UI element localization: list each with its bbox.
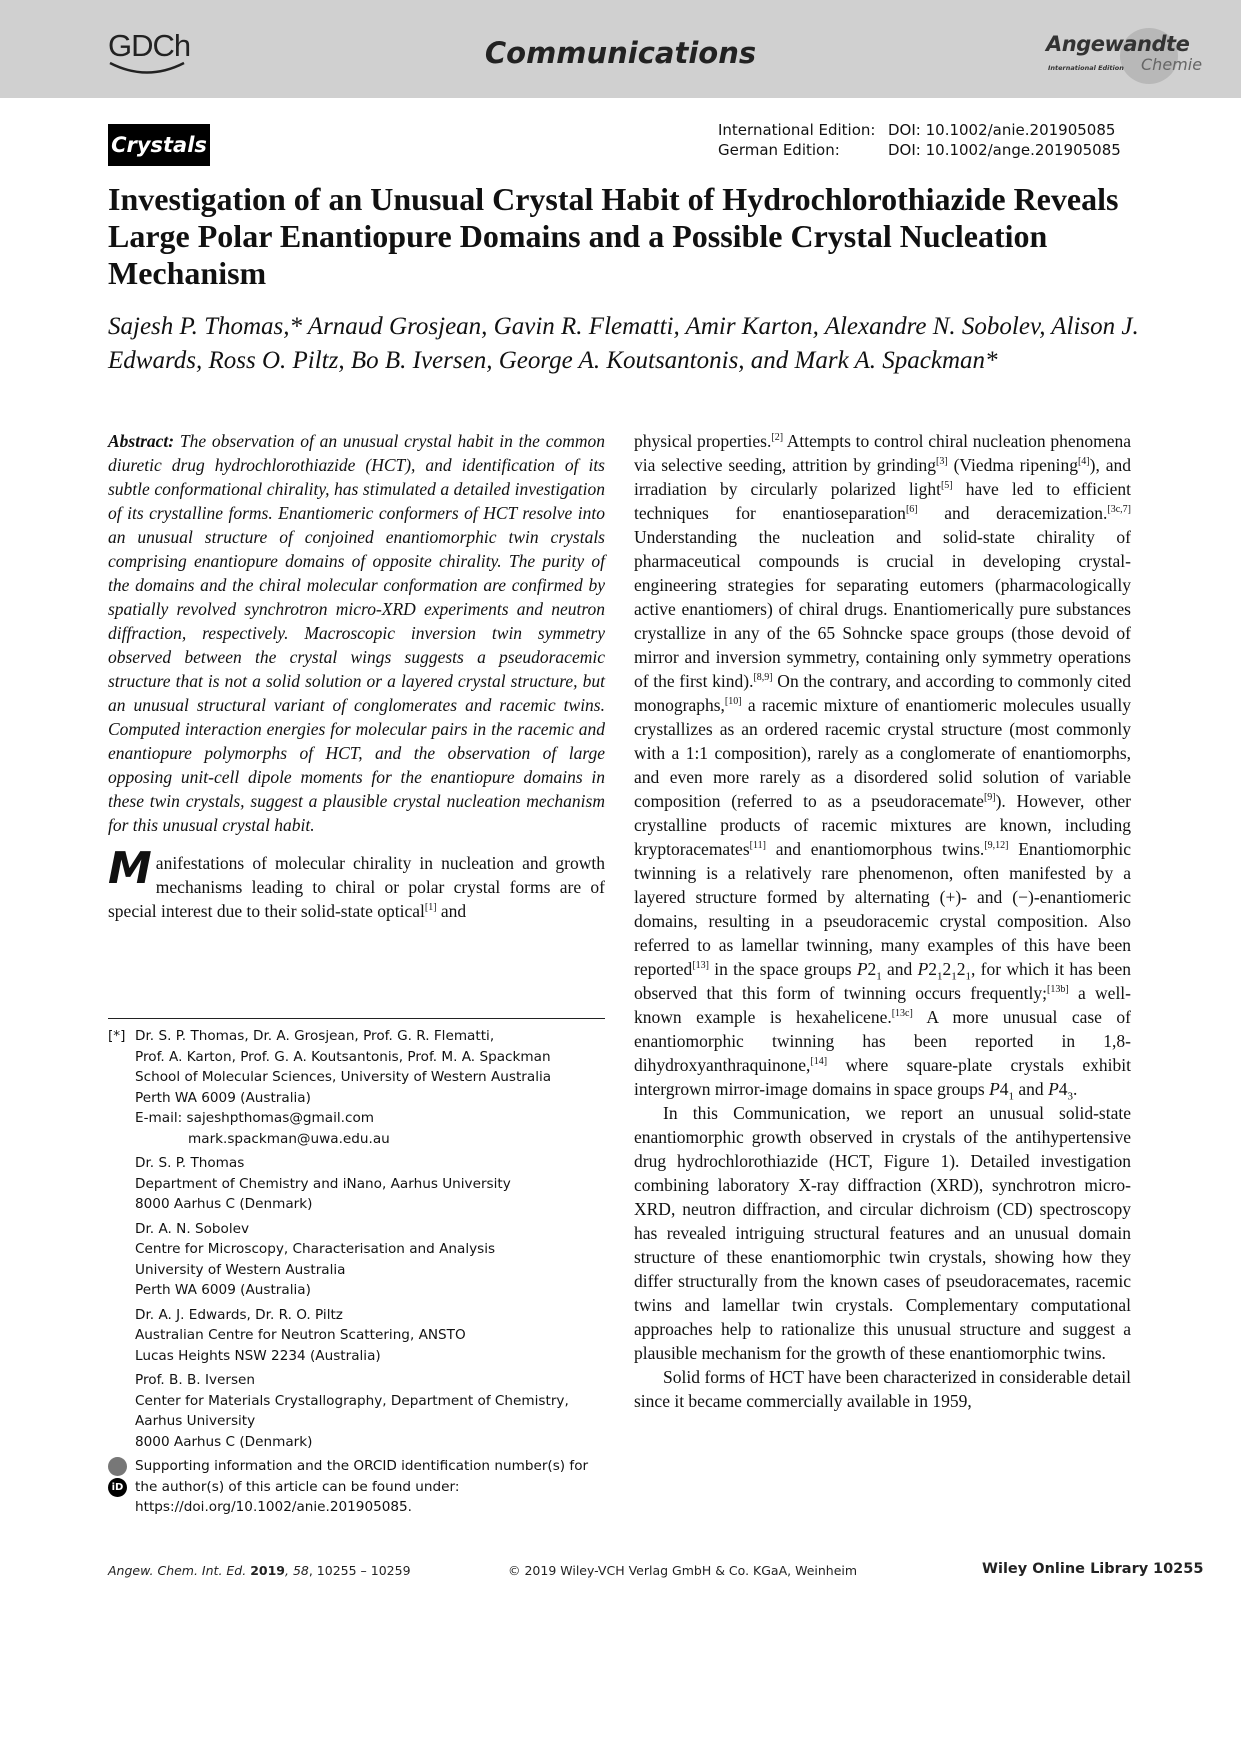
footer-copyright: © 2019 Wiley-VCH Verlag GmbH & Co. KGaA, Weinheim <box>508 1563 858 1578</box>
affiliation-line: Dr. S. P. Thomas <box>135 1155 245 1171</box>
affiliation-line: Prof. B. B. Iversen <box>135 1372 256 1388</box>
affiliation-line: Center for Materials Crystallography, Department of Chemistry, <box>135 1392 569 1409</box>
affiliation-marker: [*] <box>108 1028 126 1044</box>
left-column <box>108 429 605 923</box>
body-text: and <box>881 959 918 979</box>
body-text: where square-plate crystals exhibit intergrown mirror-image domains in space groups <box>634 1055 1131 1099</box>
body-text: , for which it has been observed that this form of twinning occurs frequently; <box>634 959 1131 1003</box>
supporting-info-line: the author(s) of this article can be found under: <box>135 1478 460 1495</box>
section-title: Communications <box>484 36 757 70</box>
affiliation-line: Prof. A. Karton, Prof. G. A. Koutsantonis, Prof. M. A. Spackman <box>135 1048 551 1065</box>
affiliation-line: Dr. A. N. Sobolev <box>135 1220 250 1237</box>
doi-block <box>718 120 1121 160</box>
affiliation-line: Lucas Heights NSW 2234 (Australia) <box>135 1347 381 1364</box>
footer-library-link[interactable]: Wiley Online Library <box>982 1561 1149 1577</box>
citation-ref[interactable]: [9,12] <box>984 840 1009 852</box>
affiliation-line: Dr. A. J. Edwards, Dr. R. O. Piltz <box>135 1306 343 1323</box>
body-text: ), and irradiation by circularly polarized light <box>634 455 1131 499</box>
email-line <box>135 1129 608 1150</box>
affiliation-line: University of Western Australia <box>135 1261 346 1278</box>
supporting-info-note <box>108 1456 608 1518</box>
page-footer <box>108 1561 1203 1581</box>
affiliation-group <box>108 1219 608 1301</box>
citation-ref[interactable]: [14] <box>810 1056 828 1068</box>
supporting-info-icon <box>108 1457 127 1476</box>
affiliation-line: School of Molecular Sciences, University of Western Australia <box>135 1069 552 1085</box>
doi-row <box>718 140 1121 160</box>
body-text: Enantiomorphic twinning is a relatively rare phenomenon, often manifested by a layered structure formed by alternating (+)- and (−)-enantiomeric domains, resulting in a pseudoracemic crystal composition. Also referred to as lamellar twinning, many examples of this have been reported <box>634 839 1131 979</box>
abstract-text: The observation of an unusual crystal habit in the common diuretic drug hydrochlorothiazide (HCT), and identification of its subtle conformational chirality, has stimulated a detailed investigation of its crystalline forms. Enantiomeric conformers of HCT resolve into an unusual structure of conjoined enantiomorphic twin crystals comprising enantiopure domains of opposite chirality. The purity of the domains and the chiral molecular conformation are confirmed by spatially revolved synchrotron micro-XRD experiments and neutron diffraction, respectively. Macroscopic inversion twin symmetry observed between the crystal wings suggests a pseudoracemic structure that is not a solid solution or a layered crystal structure, but an unusual structural variant of conglomerates and racemic twins. Computed interaction energies for molecular pairs in the racemic and enantiopure polymorphs of HCT, and the observation of large opposing unit-cell dipole moments for the enantiopure domains in these twin crystals, suggest a plausible crystal nucleation mechanism for this unusual crystal habit. <box>108 431 605 835</box>
affiliation-group <box>108 1153 608 1215</box>
abstract <box>108 429 605 837</box>
doi-label: International Edition: <box>718 121 876 139</box>
gdch-logo-text: GDCh <box>108 28 191 63</box>
email-link[interactable]: sajeshpthomas@gmail.com <box>186 1110 375 1126</box>
citation-ref[interactable]: [10] <box>724 696 742 708</box>
citation-ref[interactable]: [9] <box>983 792 996 804</box>
abstract-label: Abstract: <box>108 431 175 451</box>
body-text: On the contrary, and according to commonly cited monographs, <box>634 671 1132 715</box>
affiliation-group <box>108 1305 608 1367</box>
intro-text: anifestations of molecular chirality in nucleation and growth mechanisms leading to chiral or polar crystal forms are of special interest due to their solid-state optical <box>108 853 605 921</box>
space-group: $P4_3$ <box>1048 1079 1074 1103</box>
citation-ref[interactable]: [13] <box>692 960 709 972</box>
citation-ref[interactable]: [8,9] <box>753 672 773 684</box>
page-number: 10255 <box>1153 1561 1204 1577</box>
email-line <box>135 1108 608 1129</box>
footer-citation: Angew. Chem. Int. Ed. 2019, 58, 10255 – 10259 <box>108 1563 411 1578</box>
citation-ref[interactable]: [6] <box>905 504 918 516</box>
affiliations <box>108 1026 608 1518</box>
right-column <box>634 429 1131 1413</box>
journal-logo-sub: Chemie <box>1141 55 1203 74</box>
body-text: physical properties. <box>634 431 772 451</box>
intro-tail: and <box>436 901 467 921</box>
affiliation-line: 8000 Aarhus C (Denmark) <box>135 1196 313 1212</box>
citation-ref[interactable]: [11] <box>749 840 766 852</box>
body-text: (Viedma ripening <box>947 455 1078 475</box>
body-text: a racemic mixture of enantiomeric molecules usually crystallizes as an ordered racemic crystal structure (most commonly with a 1:1 composition), rarely as a conglomerate of enantiomorphs, and even more rarely as a disordered solid solution of variable composition (referred to as a pseudoracemate <box>634 695 1131 811</box>
space-group: $P2_1$ <box>856 959 882 983</box>
space-group: $P4_1$ <box>989 1079 1015 1103</box>
citation-ref[interactable]: [13b] <box>1047 984 1069 996</box>
affiliation-group <box>108 1026 608 1149</box>
body-text: . <box>1073 1079 1078 1099</box>
body-text: ). However, other crystalline products of racemic mixtures are known, including kryptoracemates <box>634 791 1131 859</box>
doi-value[interactable]: DOI: 10.1002/anie.201905085 <box>888 121 1116 139</box>
affiliation-line: Department of Chemistry and iNano, Aarhus University <box>135 1175 511 1192</box>
citation-ref[interactable]: [3] <box>936 456 948 468</box>
paper-title: Investigation of an Unusual Crystal Habit of Hydrochlorothiazide Reveals Large Polar Enantiopure Domains and a Possible Crystal Nucleation Mechanism <box>108 181 1119 291</box>
journal-logo-edition: International Edition <box>1048 64 1124 72</box>
supporting-info-line: Supporting information and the ORCID identification number(s) for <box>135 1458 589 1474</box>
affiliation-line: Perth WA 6009 (Australia) <box>135 1282 311 1298</box>
affiliation-line: Dr. S. P. Thomas, Dr. A. Grosjean, Prof. G. R. Flematti, <box>135 1028 495 1044</box>
body-text: Attempts to control chiral nucleation phenomena via selective seeding, attrition by grinding <box>634 431 1131 475</box>
affiliation-line: Aarhus University <box>135 1413 256 1429</box>
body-paragraph: In this Communication, we report an unusual solid-state enantiomorphic growth observed in crystals of the antihypertensive drug hydrochlorothiazide (HCT, Figure 1). Detailed investigation combining laboratory X-ray diffraction (XRD), synchrotron micro-XRD, neutron diffraction, and circular dichroism (CD) spectroscopy has revealed intriguing structural features and an unusual domain structure of these enantiomorphic twin crystals, showing how they differ structurally from the known cases of pseudoracemates, racemic twins and lamellar twin crystals. Complementary computational approaches help to rationalize this unusual structure and suggest a plausible mechanism for the growth of these enantiomorphic twins. <box>634 1103 1131 1363</box>
citation-ref[interactable]: [4] <box>1077 456 1090 468</box>
body-text: Understanding the nucleation and solid-state chirality of pharmaceutical compounds is crucial in developing crystal-engineering strategies for separating eutomers (pharmacologically active enantiomers) of chiral drugs. Enantiomerically pure substances crystallize in any of the 65 Sohncke space groups (those devoid of mirror and inversion symmetry, containing only symmetry operations of the first kind). <box>634 527 1131 691</box>
affiliation-line: Australian Centre for Neutron Scattering, ANSTO <box>135 1327 466 1343</box>
citation-ref[interactable]: [13c] <box>891 1008 913 1020</box>
footnote-divider <box>108 1018 605 1019</box>
supporting-info-link[interactable]: https://doi.org/10.1002/anie.201905085. <box>135 1499 413 1515</box>
citation-ref[interactable]: [3c,7] <box>1107 504 1131 516</box>
orcid-icon: iD <box>108 1478 127 1497</box>
affiliation-line: Centre for Microscopy, Characterisation and Analysis <box>135 1241 496 1257</box>
intro-paragraph <box>108 843 605 923</box>
affiliation-group <box>108 1370 608 1452</box>
doi-label: German Edition: <box>718 141 840 159</box>
doi-value[interactable]: DOI: 10.1002/ange.201905085 <box>888 141 1121 159</box>
body-text: A more unusual case of enantiomorphic twinning has been reported in 1,8-dihydroxyanthraquinone, <box>634 1007 1131 1075</box>
space-group: $P2_12_12_1$ <box>917 959 972 983</box>
affiliation-line: Perth WA 6009 (Australia) <box>135 1089 311 1106</box>
body-text: a well-known example is hexahelicene. <box>634 983 1131 1027</box>
body-paragraph: Solid forms of HCT have been characterized in considerable detail since it became commercially available in 1959, <box>634 1367 1131 1411</box>
journal-logo <box>1046 28 1206 83</box>
doi-row <box>718 120 1121 140</box>
body-paragraph <box>634 429 1131 1101</box>
email-link[interactable]: mark.spackman@uwa.edu.au <box>188 1130 390 1147</box>
body-text: and <box>1014 1079 1049 1099</box>
citation-ref[interactable]: [5] <box>940 480 953 492</box>
body-text: in the space groups <box>708 959 857 979</box>
body-text: and enantiomorphous twins. <box>765 839 985 859</box>
body-text: have led to efficient techniques for enantioseparation <box>634 479 1131 523</box>
citation-ref[interactable]: [2] <box>771 432 784 444</box>
affiliation-line: 8000 Aarhus C (Denmark) <box>135 1433 313 1450</box>
body-text: and deracemization. <box>917 503 1108 523</box>
journal-logo-name: Angewandte <box>1046 32 1190 56</box>
category-label: Crystals <box>108 124 210 166</box>
dropcap: M <box>108 843 152 894</box>
email-label: E-mail: <box>135 1110 183 1126</box>
author-list: Sajesh P. Thomas,* Arnaud Grosjean, Gavin R. Flematti, Amir Karton, Alexandre N. Sobolev, Alison J. Edwards, Ross O. Piltz, Bo B. Iversen, George A. Koutsantonis, and Mark A. Spackman* <box>108 313 1139 374</box>
citation-ref[interactable]: [1] <box>424 902 437 914</box>
header-band <box>0 0 1241 98</box>
